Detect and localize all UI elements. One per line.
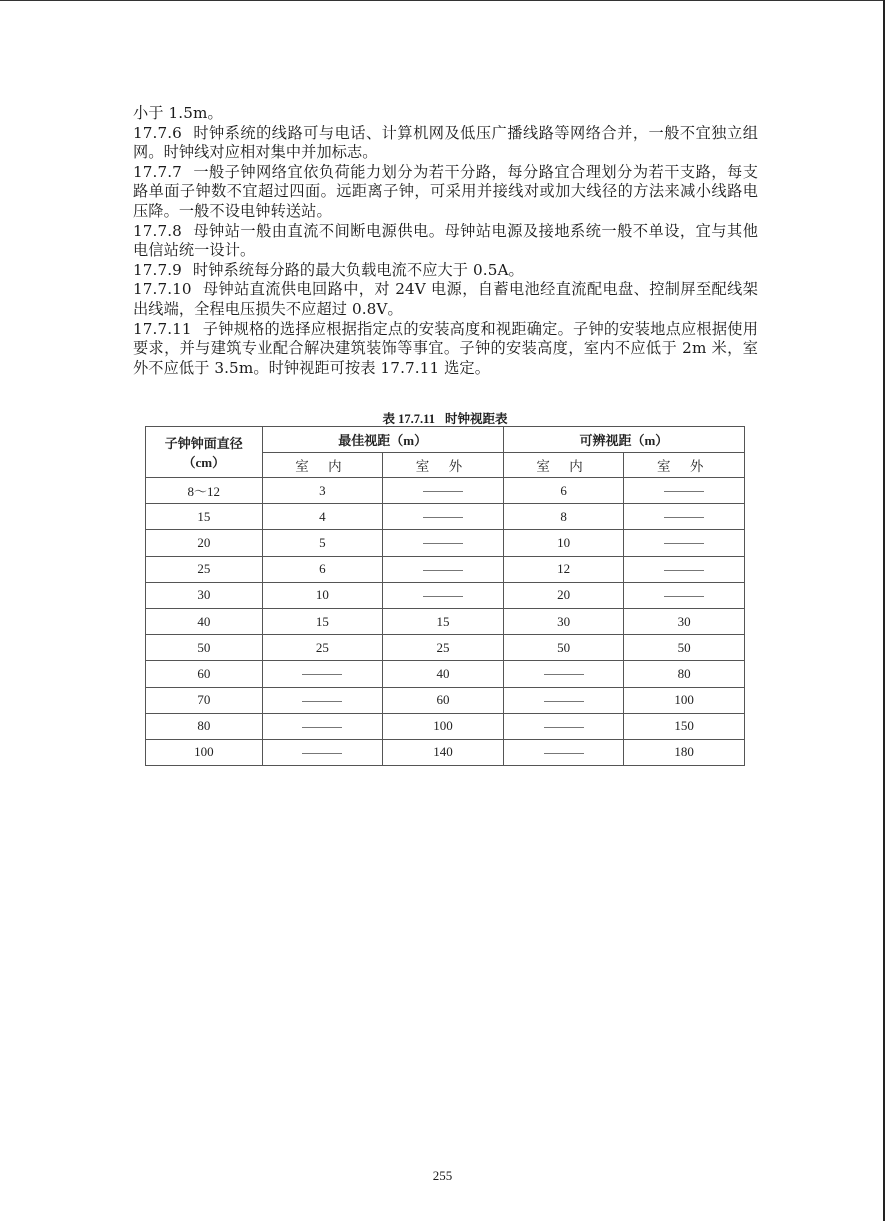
cell-best-indoor: 5 <box>262 530 383 556</box>
table-row <box>146 582 745 608</box>
cell-diameter: 8～12 <box>146 478 263 504</box>
clause-number: 17.7.8 <box>133 221 182 240</box>
cell-best-outdoor: 25 <box>383 635 504 661</box>
header-visible-outdoor: 室 外 <box>624 453 745 478</box>
cell-visible-indoor: 12 <box>503 556 624 582</box>
cell-best-indoor: 6 <box>262 556 383 582</box>
cell-visible-outdoor: 180 <box>624 739 745 765</box>
dash-placeholder <box>302 727 342 728</box>
cell-best-indoor <box>262 739 383 765</box>
cell-best-outdoor: 60 <box>383 687 504 713</box>
table-row <box>146 608 745 634</box>
cell-best-indoor: 25 <box>262 635 383 661</box>
dash-placeholder <box>544 727 584 728</box>
header-visible-indoor: 室 内 <box>503 453 624 478</box>
clause-text: 一般子钟网络宜依负荷能力划分为若干分路，每分路宜合理划分为若干支路，每支路单面子钟数不宜超过四面。远距离子钟，可采用并接线对或加大线径的方法来减小线路电压降。一般不设电钟转送站。 <box>133 162 758 220</box>
header-visible-distance: 可辨视距（m） <box>503 427 744 453</box>
table-row <box>146 713 745 739</box>
clause-17-7-9 <box>133 261 758 281</box>
paragraph-continuation <box>133 104 758 124</box>
dash-placeholder <box>423 570 463 571</box>
cell-best-outdoor <box>383 478 504 504</box>
cell-visible-outdoor <box>624 582 745 608</box>
header-best-distance: 最佳视距（m） <box>262 427 503 453</box>
clause-17-7-8 <box>133 222 758 261</box>
table-caption-title: 时钟视距表 <box>444 412 508 426</box>
cell-visible-indoor: 8 <box>503 504 624 530</box>
table-row <box>146 739 745 765</box>
cell-diameter: 15 <box>146 504 263 530</box>
cell-best-indoor: 4 <box>262 504 383 530</box>
dash-placeholder <box>544 674 584 675</box>
dash-placeholder <box>302 701 342 702</box>
table-row <box>146 687 745 713</box>
table-row <box>146 530 745 556</box>
cell-best-outdoor: 15 <box>383 608 504 634</box>
cell-visible-indoor <box>503 661 624 687</box>
cell-best-indoor: 10 <box>262 582 383 608</box>
table-header-row <box>146 427 745 453</box>
cell-diameter: 40 <box>146 608 263 634</box>
cell-best-indoor: 15 <box>262 608 383 634</box>
header-diameter-label: 子钟钟面直径 <box>164 436 243 451</box>
table-row <box>146 556 745 582</box>
cell-diameter: 20 <box>146 530 263 556</box>
cell-visible-indoor: 50 <box>503 635 624 661</box>
table-caption-number: 表 17.7.11 <box>382 412 435 426</box>
cell-best-outdoor <box>383 504 504 530</box>
table-row <box>146 635 745 661</box>
dash-placeholder <box>423 491 463 492</box>
cell-visible-indoor <box>503 739 624 765</box>
cell-visible-indoor <box>503 687 624 713</box>
cell-visible-outdoor <box>624 530 745 556</box>
table-row <box>146 661 745 687</box>
header-diameter-unit: （cm） <box>182 455 226 470</box>
cell-visible-outdoor: 100 <box>624 687 745 713</box>
clause-text: 子钟规格的选择应根据指定点的安装高度和视距确定。子钟的安装地点应根据使用要求，并与建筑专业配合解决建筑装饰等事宜。子钟的安装高度，室内不应低于 2m 米，室外不应低于 3.5m。时钟视距可按表 17.7.11 选定。 <box>133 319 758 377</box>
dash-placeholder <box>423 596 463 597</box>
cell-diameter: 25 <box>146 556 263 582</box>
dash-placeholder <box>664 596 704 597</box>
page-number: 255 <box>432 1168 453 1183</box>
paragraph-text: 小于 1.5m。 <box>133 104 223 122</box>
clause-17-7-11 <box>133 320 758 379</box>
dash-placeholder <box>664 543 704 544</box>
table-row <box>146 504 745 530</box>
clock-viewing-distance-table <box>145 426 745 766</box>
dash-placeholder <box>664 491 704 492</box>
cell-visible-indoor: 20 <box>503 582 624 608</box>
dash-placeholder <box>423 543 463 544</box>
cell-diameter: 80 <box>146 713 263 739</box>
cell-visible-outdoor <box>624 556 745 582</box>
cell-visible-outdoor <box>624 478 745 504</box>
table-body <box>146 478 745 766</box>
cell-best-indoor <box>262 713 383 739</box>
dash-placeholder <box>664 570 704 571</box>
clause-text: 母钟站直流供电回路中，对 24V 电源，自蓄电池经直流配电盘、控制屏至配线架出线端，全程电压损失不应超过 0.8V。 <box>133 280 758 318</box>
clause-number: 17.7.11 <box>133 319 192 338</box>
dash-placeholder <box>302 753 342 754</box>
cell-diameter: 100 <box>146 739 263 765</box>
cell-best-outdoor: 40 <box>383 661 504 687</box>
dash-placeholder <box>544 753 584 754</box>
header-diameter <box>146 427 263 478</box>
table-row <box>146 478 745 504</box>
cell-visible-outdoor: 80 <box>624 661 745 687</box>
cell-diameter: 50 <box>146 635 263 661</box>
header-best-indoor: 室 内 <box>262 453 383 478</box>
page-top-rule <box>0 0 885 1</box>
clause-text: 时钟系统的线路可与电话、计算机网及低压广播线路等网络合并，一般不宜独立组网。时钟线对应相对集中并加标志。 <box>133 123 758 162</box>
dash-placeholder <box>664 517 704 518</box>
cell-best-outdoor <box>383 530 504 556</box>
cell-visible-indoor: 6 <box>503 478 624 504</box>
cell-best-outdoor <box>383 556 504 582</box>
clause-text: 时钟系统每分路的最大负载电流不应大于 0.5A。 <box>192 260 524 279</box>
cell-visible-outdoor: 50 <box>624 635 745 661</box>
clause-number: 17.7.10 <box>133 280 192 299</box>
cell-best-outdoor: 140 <box>383 739 504 765</box>
clause-number: 17.7.9 <box>133 260 182 279</box>
clause-text: 母钟站一般由直流不间断电源供电。母钟站电源及接地系统一般不单设，宜与其他电信站统一设计。 <box>133 221 758 260</box>
cell-best-outdoor: 100 <box>383 713 504 739</box>
cell-best-indoor: 3 <box>262 478 383 504</box>
cell-best-indoor <box>262 661 383 687</box>
cell-visible-outdoor: 150 <box>624 713 745 739</box>
clause-17-7-6 <box>133 124 758 163</box>
cell-visible-indoor: 10 <box>503 530 624 556</box>
table-caption <box>145 409 745 427</box>
cell-visible-outdoor: 30 <box>624 608 745 634</box>
body-text <box>133 104 758 378</box>
clause-17-7-7 <box>133 163 758 222</box>
dash-placeholder <box>544 701 584 702</box>
clause-number: 17.7.6 <box>133 123 182 142</box>
dash-placeholder <box>302 674 342 675</box>
cell-best-outdoor <box>383 582 504 608</box>
cell-visible-indoor <box>503 713 624 739</box>
dash-placeholder <box>423 517 463 518</box>
cell-visible-outdoor <box>624 504 745 530</box>
clause-number: 17.7.7 <box>133 162 182 181</box>
cell-diameter: 30 <box>146 582 263 608</box>
cell-diameter: 70 <box>146 687 263 713</box>
cell-diameter: 60 <box>146 661 263 687</box>
cell-visible-indoor: 30 <box>503 608 624 634</box>
clause-17-7-10 <box>133 280 758 319</box>
header-best-outdoor: 室 外 <box>383 453 504 478</box>
cell-best-indoor <box>262 687 383 713</box>
